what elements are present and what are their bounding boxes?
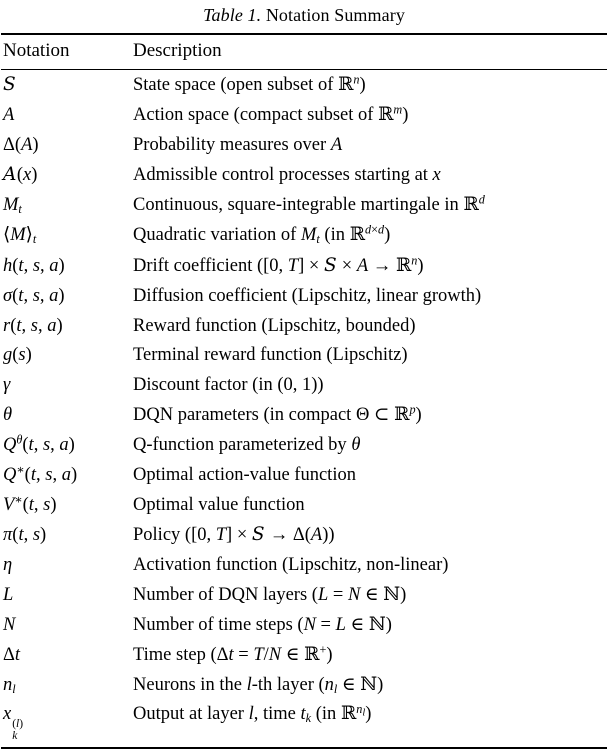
table-row [1, 221, 607, 251]
table-row [1, 611, 607, 641]
description-cell: State space (open subset of ℝ$^n$) [133, 72, 366, 95]
notation-cell: L [3, 585, 14, 606]
notation-cell: σ(t, s, a) [3, 285, 65, 306]
notation-cell: S [3, 74, 17, 95]
description-cell: Action space (compact subset of ℝ$^m$) [133, 102, 409, 125]
table-caption [1, 3, 607, 33]
notation-cell: h(t, s, a) [3, 255, 65, 276]
description-cell: Probability measures over A [133, 134, 343, 155]
table-row [1, 131, 607, 161]
description-cell: Number of time steps (N = L ∈ ℕ) [133, 614, 392, 635]
table-header [1, 34, 607, 70]
notation-cell: $Q^\theta(t$, s, a) [3, 432, 75, 455]
table-row [1, 700, 607, 748]
description-cell: Optimal value function [133, 494, 305, 515]
description-cell: Reward function (Lipschitz, bounded) [133, 315, 416, 336]
description-cell: Activation function (Lipschitz, non-linear) [133, 555, 449, 576]
description-cell: Terminal reward function (Lipschitz) [133, 345, 408, 366]
notation-cell: $n_l$ [3, 674, 16, 696]
table-row [1, 341, 607, 371]
notation-cell: $M_t$ [3, 195, 22, 217]
description-cell: DQN parameters (in compact Θ ⊂ ℝ$^p$) [133, 402, 422, 426]
notation-cell: x (l) k [3, 704, 24, 743]
table-row [1, 520, 607, 551]
table-row [1, 160, 607, 191]
description-cell: Q-function parameterized by θ [133, 434, 361, 455]
notation-cell: π(t, s) [3, 525, 47, 546]
notation-cell: Δt [3, 644, 21, 665]
table-row [1, 401, 607, 431]
description-cell: Drift coefficient ([0, T] × S × A → ℝ$^n$) [133, 253, 424, 276]
table-row [1, 581, 607, 611]
description-cell: Policy ([0, T] × S → Δ(A)) [133, 524, 335, 546]
notation-cell: θ [3, 405, 13, 426]
table-caption-label: Table 1. [203, 5, 262, 25]
notation-cell: A(x) [3, 164, 38, 186]
description-cell: Admissible control processes starting at x [133, 165, 441, 186]
notation-cell: $⟨M⟩_t$ [3, 225, 37, 247]
table-row [1, 551, 607, 581]
description-cell: Time step (Δt = T/N ∈ ℝ+) [133, 642, 333, 665]
header-description: Description [131, 34, 607, 70]
description-cell: Discount factor (in (0, 1)) [133, 375, 324, 396]
table-row [1, 431, 607, 461]
table-row [1, 101, 607, 131]
notation-cell: g(s) [3, 345, 32, 366]
notation-cell: η [3, 555, 13, 576]
description-cell: Output at layer l, time $t_k$ (in ℝ$^{n_l}$) [133, 701, 372, 726]
description-cell: Optimal action-value function [133, 464, 356, 485]
description-cell: Diffusion coefficient (Lipschitz, linear growth) [133, 285, 482, 306]
description-cell: Neurons in the l-th layer ($n_l$ ∈ ℕ) [133, 674, 384, 696]
description-cell: Number of DQN layers (L = N ∈ ℕ) [133, 585, 407, 606]
notation-cell: Δ(A) [3, 134, 39, 155]
table-row [1, 191, 607, 221]
table-body [1, 70, 607, 749]
table-row [1, 641, 607, 671]
notation-cell: γ [3, 375, 11, 396]
notation-cell: Q∗(t, s, a) [3, 462, 78, 485]
table-row [1, 371, 607, 401]
notation-table [1, 33, 607, 749]
description-cell: Continuous, square-integrable martingale in ℝ$^d$ [133, 192, 485, 216]
table-row [1, 461, 607, 491]
table-row [1, 282, 607, 312]
notation-cell: N [3, 614, 16, 635]
header-row [1, 34, 607, 70]
notation-cell: r(t, s, a) [3, 315, 63, 336]
description-cell: Quadratic variation of $M_t$ (in ℝ$^{d\times d}$) [133, 222, 391, 247]
table-row [1, 312, 607, 342]
notation-cell: A [3, 104, 15, 125]
header-notation: Notation [1, 34, 131, 70]
table-caption-title: Notation Summary [265, 5, 405, 25]
table-row [1, 671, 607, 701]
table-row [1, 251, 607, 282]
table-row [1, 491, 607, 521]
notation-cell: V∗(t, s) [3, 491, 57, 515]
table-row [1, 70, 607, 101]
